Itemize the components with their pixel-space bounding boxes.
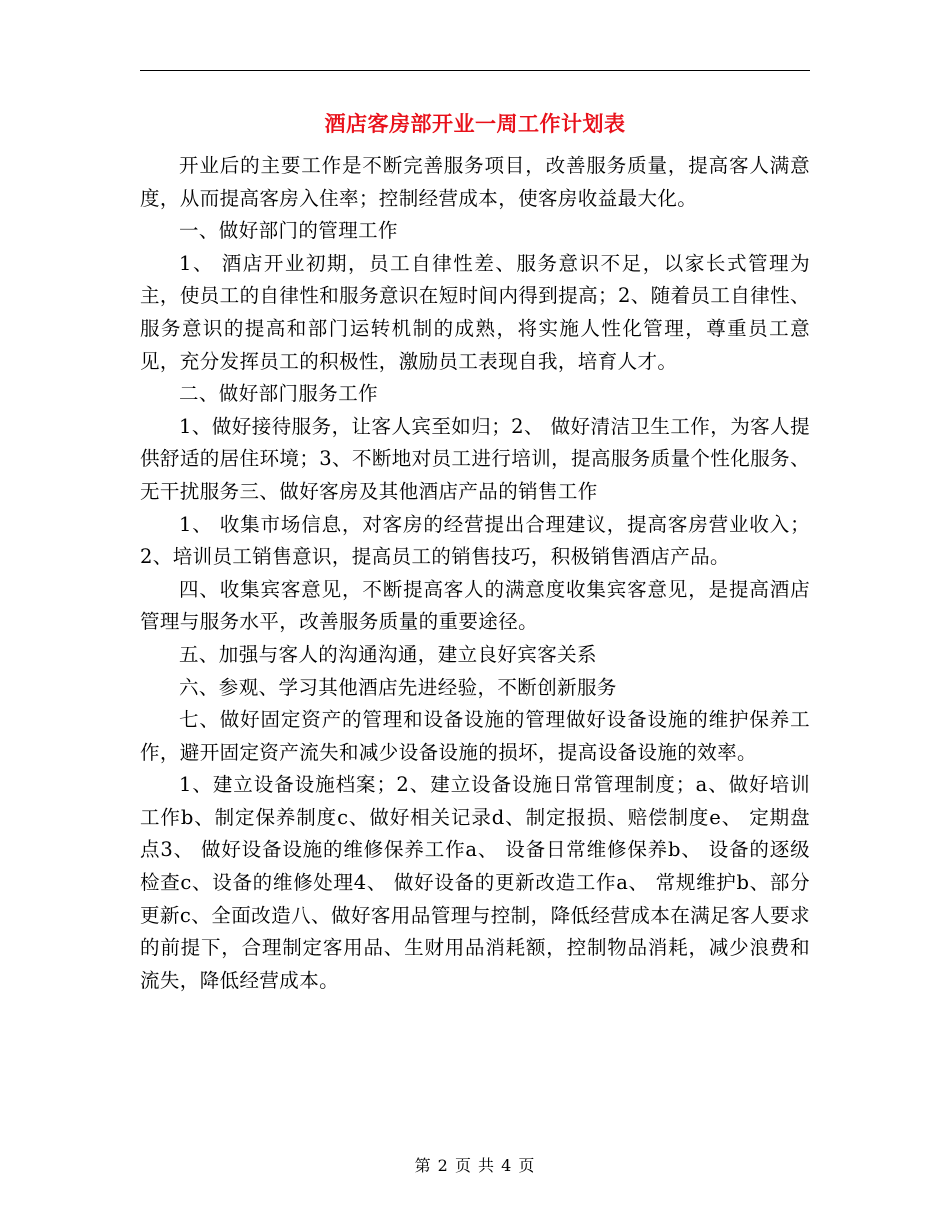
page-number: 第 2 页 共 4 页 <box>414 1156 536 1175</box>
paragraph-learning: 六、参观、学习其他酒店先进经验，不断创新服务 <box>179 675 617 699</box>
paragraph-management: 1、 酒店开业初期，员工自律性差、服务意识不足，以家长式管理为主，使员工的自律性和服务意识在短时间内得到提高；2、随着员工自律性、服务意识的提高和部门运转机制的成熟，将实施人性化管理，尊重员工意见，充分发挥员工的积极性，激励员工表现自我，培育人才。 <box>140 251 810 373</box>
paragraph-service: 1、做好接待服务，让客人宾至如归；2、 做好清洁卫生工作，为客人提供舒适的居住环境；3、不断地对员工进行培训，提高服务质量个性化服务、无干扰服务三、做好客房及其他酒店产品的销售工作 <box>140 414 810 503</box>
paragraph-intro: 开业后的主要工作是不断完善服务项目，改善服务质量，提高客人满意度，从而提高客房入住率；控制经营成本，使客房收益最大化。 <box>140 154 810 210</box>
section-heading-management: 一、做好部门的管理工作 <box>179 219 398 243</box>
paragraph-communication: 五、加强与客人的沟通沟通，建立良好宾客关系 <box>179 642 597 666</box>
header-rule <box>140 70 810 71</box>
section-heading-service: 二、做好部门服务工作 <box>179 382 379 406</box>
paragraph-assets: 七、做好固定资产的管理和设备设施的管理做好设备设施的维护保养工作，避开固定资产流失和减少设备设施的损坏，提高设备设施的效率。 <box>140 708 810 764</box>
paragraph-facilities: 1、建立设备设施档案；2、建立设备设施日常管理制度；a、做好培训工作b、制定保养制度c、做好相关记录d、制定报损、赔偿制度e、 定期盘点3、 做好设备设施的维修保养工作a、 设备日常维修保养b、 设备的逐级检查c、设备的维修处理4、 做好设备的更新改造工作a、 常规维护b、部分更新c、全面改造八、做好客用品管理与控制，降低经营成本在满足客人要求的前提下，合理制定客用品、生财用品消耗额，控制物品消耗，减少浪费和流失，降低经营成本。 <box>140 773 810 992</box>
document-title: 酒店客房部开业一周工作计划表 <box>324 111 626 136</box>
paragraph-feedback: 四、收集宾客意见，不断提高客人的满意度收集宾客意见，是提高酒店管理与服务水平，改善服务质量的重要途径。 <box>140 577 810 634</box>
paragraph-sales: 1、 收集市场信息，对客房的经营提出合理建议，提高客房营业收入；2、培训员工销售意识，提高员工的销售技巧，积极销售酒店产品。 <box>140 512 810 569</box>
document-body <box>140 150 810 997</box>
